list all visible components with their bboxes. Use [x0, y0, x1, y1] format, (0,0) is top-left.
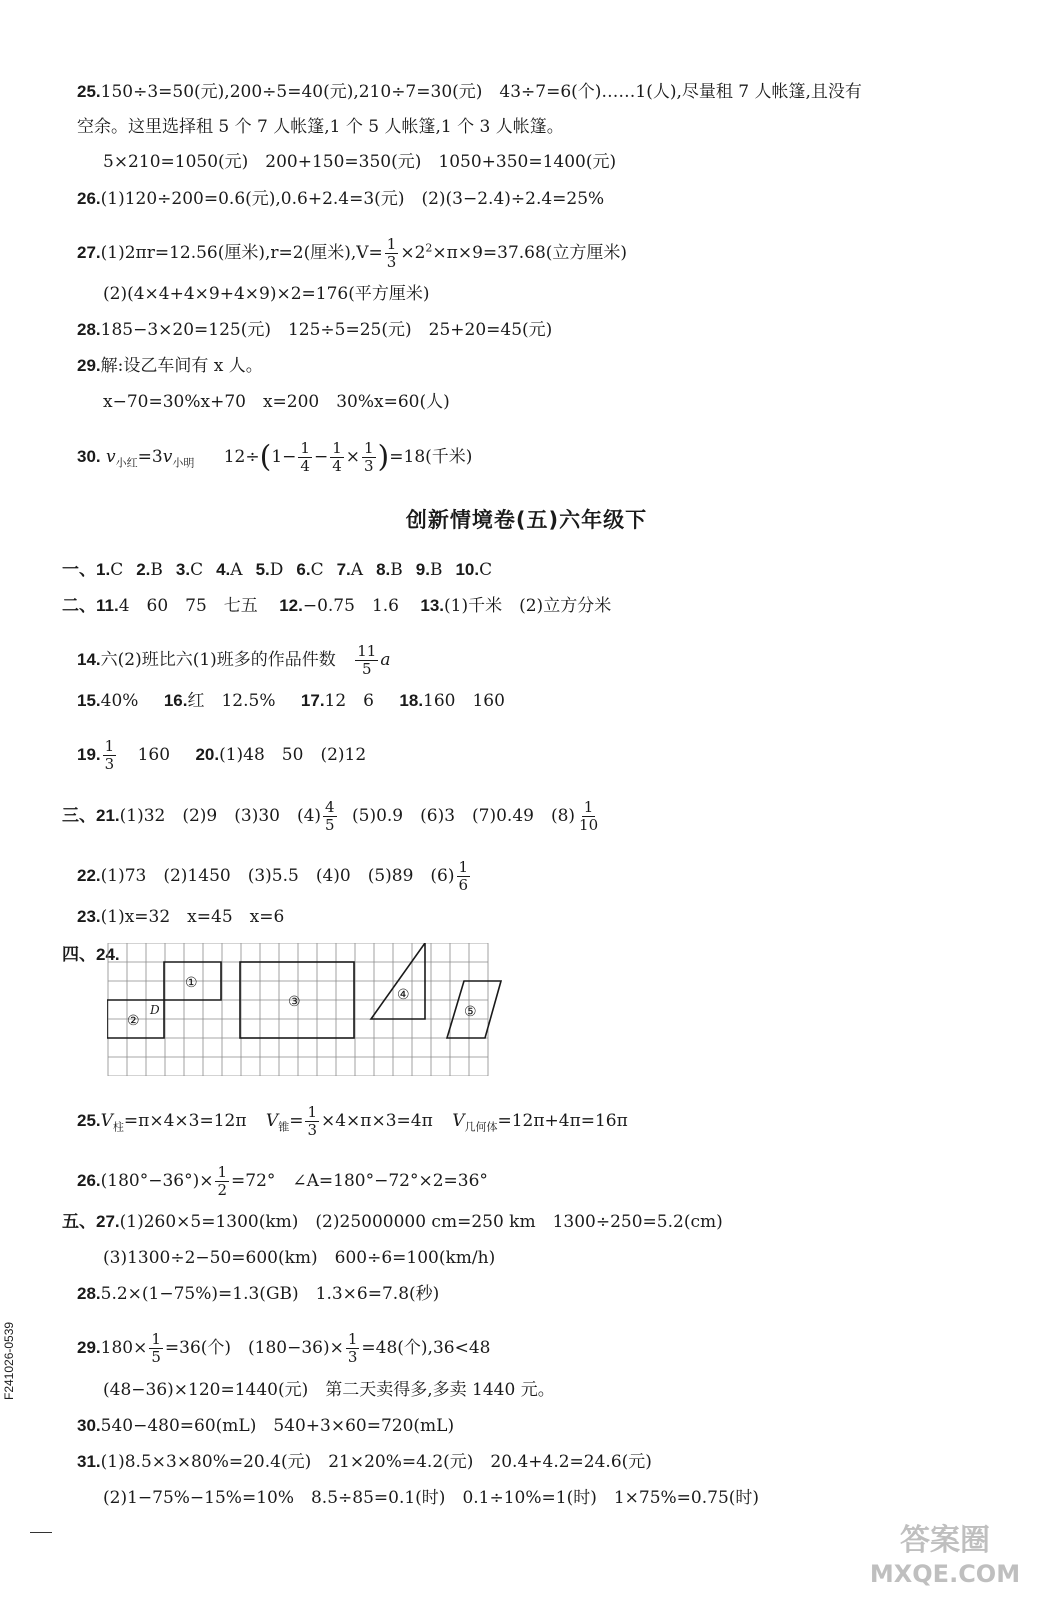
question-number: 4.	[216, 560, 231, 579]
q25-line3: 5×210=1050(元) 200+150=350(元) 1050+350=1400(元)	[103, 152, 617, 172]
answer-letter: C	[310, 560, 324, 580]
q11-13-line: 二、11.4 60 75 七五 12.−0.75 1.6 13.(1)千米 (2)立方分米	[62, 596, 612, 616]
answer-letter: C	[190, 560, 204, 580]
watermark-logo	[845, 1510, 1045, 1590]
answer-letter: C	[110, 560, 124, 580]
choice-answer	[136, 560, 163, 580]
label-1: ①	[185, 975, 198, 991]
section-label: 一、	[62, 560, 96, 579]
question-number: 10.	[455, 560, 480, 579]
label-2: ②	[127, 1013, 140, 1029]
choice-answer	[337, 560, 363, 580]
q29b-line2: (48−36)×120=1440(元) 第二天卖得多,多卖 1440 元。	[103, 1380, 555, 1400]
q27-line2: (2)(4×4+4×9+4×9)×2=176(平方厘米)	[103, 284, 430, 304]
question-number: 1.	[96, 560, 111, 579]
choice-answer	[96, 560, 123, 580]
choice-answer	[376, 560, 403, 580]
question-number: 25.	[77, 82, 101, 101]
choice-answers	[96, 560, 492, 580]
q22-line: 22.(1)73 (2)1450 (3)5.5 (4)0 (5)89 (6) $\frac{1}{6}$	[77, 858, 469, 894]
q28b-line: 28.5.2×(1−75%)=1.3(GB) 1.3×6=7.8(秒)	[77, 1284, 440, 1304]
question-number: 3.	[175, 560, 191, 579]
answer-letter: A	[350, 560, 364, 580]
choice-answer	[176, 560, 203, 580]
choice-answer	[416, 560, 443, 580]
label-4: ④	[397, 987, 410, 1003]
q15-18-line: 15.40% 16.红 12.5% 17.12 6 18.160 160	[77, 691, 505, 711]
q25-line2: 空余。这里选择租 5 个 7 人帐篷,1 个 5 人帐篷,1 个 3 人帐篷。	[77, 117, 564, 137]
choice-answer	[216, 560, 242, 580]
q29b-line1: 29.180× $\frac{1}{5}$ =36(个) (180−36)× $\frac{1}{3}$ =48(个),36<48	[77, 1330, 491, 1366]
q27b-line1: 五、27.(1)260×5=1300(km) (2)25000000 cm=250 km 1300÷250=5.2(cm)	[62, 1212, 723, 1232]
q24-label: 四、24.	[62, 945, 120, 964]
answer-letter: A	[230, 560, 243, 580]
q25b-line: $25.V_柱=\pi\times 4\times 3=12\pi$ $V_锥=$ $\frac{1}{3}$ ×4×π×3=4π $V_{几何体}=12\pi+4\pi=16\pi$	[77, 1103, 628, 1139]
q29-line2: x−70=30%x+70 x=200 30%x=60(人)	[103, 392, 450, 412]
q27-line1: 27.(1)2πr=12.56(厘米),r=2(厘米),V= $\frac{1}{3}$ $\times 2^2\times\pi\times 9=37.68$(立方厘米)	[77, 235, 628, 271]
watermark-top: 答案圈	[900, 1523, 990, 1558]
side-code: F241026-0539	[2, 1321, 16, 1400]
q27b-line2: (3)1300÷2−50=600(km) 600÷6=100(km/h)	[103, 1248, 496, 1268]
choice-answer	[256, 560, 284, 580]
q30b-line: 30.540−480=60(mL) 540+3×60=720(mL)	[77, 1416, 455, 1436]
answer-letter: D	[269, 560, 284, 580]
question-number: 5.	[255, 560, 270, 579]
q30-line: 30. $v_{小红}=3v_{小明}$ 12÷(1− $\frac{1}{4}$ − $\frac{1}{4}$ × $\frac{1}{3}$ )=18(千米)	[77, 439, 473, 475]
section1-line	[62, 559, 492, 581]
question-number: 9.	[415, 560, 430, 579]
q14-line: 14.六(2)班比六(1)班多的作品件数 $\frac{11}{5}$ a	[77, 642, 391, 678]
q19-20-line: 19. $\frac{1}{3}$ 160 20.(1)48 50 (2)12	[77, 737, 367, 773]
answer-letter: B	[390, 560, 403, 580]
question-number: 6.	[296, 560, 311, 579]
label-5: ⑤	[464, 1004, 477, 1020]
q26b-line: 26.(180°−36°)× $\frac{1}{2}$ =72° ∠A=180°−72°×2=36°	[77, 1163, 488, 1199]
q21-line: 三、21.(1)32 (2)9 (3)30 (4) $\frac{4}{5}$ (5)0.9 (6)3 (7)0.49 (8) $\frac{1}{10}$	[62, 798, 599, 834]
choice-answer	[455, 560, 492, 580]
label-d: D	[150, 1003, 160, 1017]
q26-line: 26.(1)120÷200=0.6(元),0.6+2.4=3(元) (2)(3−2.4)÷2.4=25%	[77, 189, 605, 209]
question-number: 8.	[376, 560, 391, 579]
answer-letter: C	[479, 560, 493, 580]
answer-letter: B	[429, 560, 443, 580]
q31-line1: 31.(1)8.5×3×80%=20.4(元) 21×20%=4.2(元) 20.4+4.2=24.6(元)	[77, 1452, 652, 1472]
q25-line1: 25.150÷3=50(元),200÷5=40(元),210÷7=30(元) 43÷7=6(个)……1(人),尽量租 7 人帐篷,且没有	[77, 82, 862, 102]
section-title: 创新情境卷(五)六年级下	[405, 508, 648, 532]
q29-line1: 29.解:设乙车间有 x 人。	[77, 356, 263, 376]
q28-line: 28.185−3×20=125(元) 125÷5=25(元) 25+20=45(元)	[77, 320, 553, 340]
fraction: $\frac{1}{3}$	[386, 235, 397, 271]
answer-letter: B	[150, 560, 163, 580]
question-number: 7.	[336, 560, 351, 579]
grid-figure	[107, 943, 503, 1076]
q23-line: 23.(1)x=32 x=45 x=6	[77, 907, 285, 927]
question-number: 2.	[136, 560, 151, 579]
footer-dash	[30, 1532, 52, 1533]
q31-line2: (2)1−75%−15%=10% 8.5÷85=0.1(时) 0.1÷10%=1(时) 1×75%=0.75(时)	[103, 1488, 760, 1508]
watermark-bottom: MXQE.COM	[869, 1560, 1021, 1588]
choice-answer	[296, 560, 323, 580]
label-3: ③	[288, 994, 301, 1010]
